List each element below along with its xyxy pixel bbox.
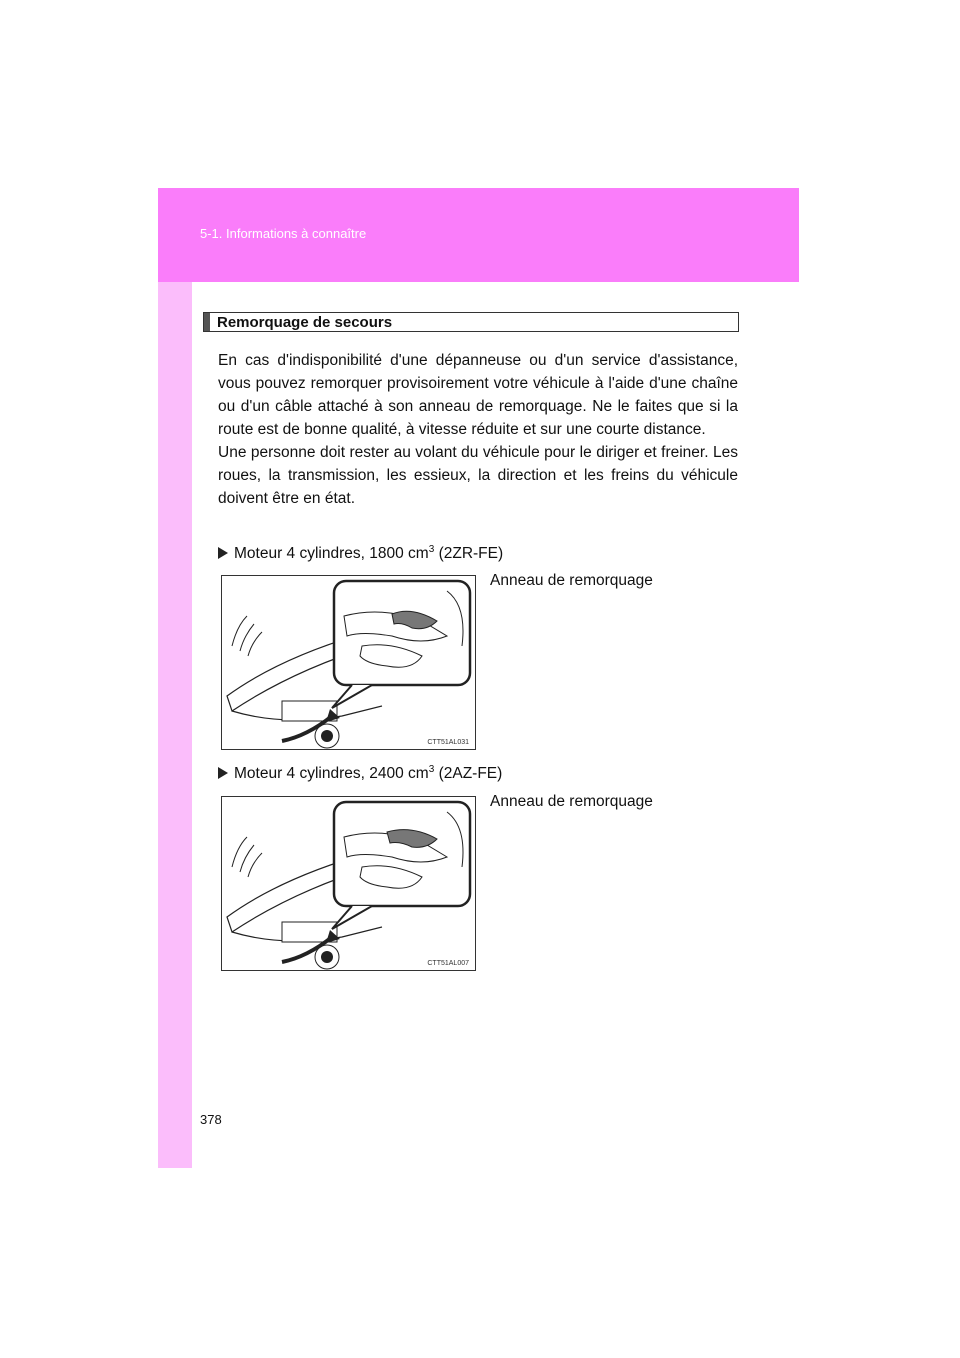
paragraph-2: Une personne doit rester au volant du véhicule pour le diriger et freiner. Les roues, la transmission, les essieux, la direction et les freins du véhicule doivent être en état. <box>218 444 738 507</box>
towing-eye-illustration-2 <box>221 796 476 971</box>
side-strip <box>158 282 192 1168</box>
variant-heading-2: Moteur 4 cylindres, 2400 $cm^3$ (2AZ-FE) <box>218 764 502 783</box>
title-bar <box>204 313 210 331</box>
variant-heading-1: Moteur 4 cylindres, 1800 $cm^3$ (2ZR-FE) <box>218 544 503 563</box>
triangle-bullet-icon <box>218 767 228 779</box>
triangle-bullet-icon <box>218 547 228 559</box>
page-number: 378 <box>200 1112 222 1127</box>
car-underside-icon <box>222 576 476 750</box>
body-text <box>218 349 738 510</box>
figure-code: CTT51AL007 <box>427 960 469 967</box>
figure-code: CTT51AL031 <box>427 739 469 746</box>
figure-caption-1: Anneau de remorquage <box>490 572 653 589</box>
towing-eye-illustration-1 <box>221 575 476 750</box>
chapter-breadcrumb: 5-1. Informations à connaître <box>200 226 367 241</box>
section-title: Remorquage de secours <box>217 314 393 331</box>
car-underside-icon <box>222 797 476 971</box>
section-title-box <box>203 312 739 332</box>
figure-caption-2: Anneau de remorquage <box>490 793 653 810</box>
paragraph-1: En cas d'indisponibilité d'une dépanneuse ou d'un service d'assistance, vous pouvez remorquer provisoirement votre véhicule à l'aide d'une chaîne ou d'un câble attaché à son anneau de remorquage. Ne le faites que si la route est de bonne qualité, à vitesse réduite et sur une courte distance. <box>218 352 738 438</box>
